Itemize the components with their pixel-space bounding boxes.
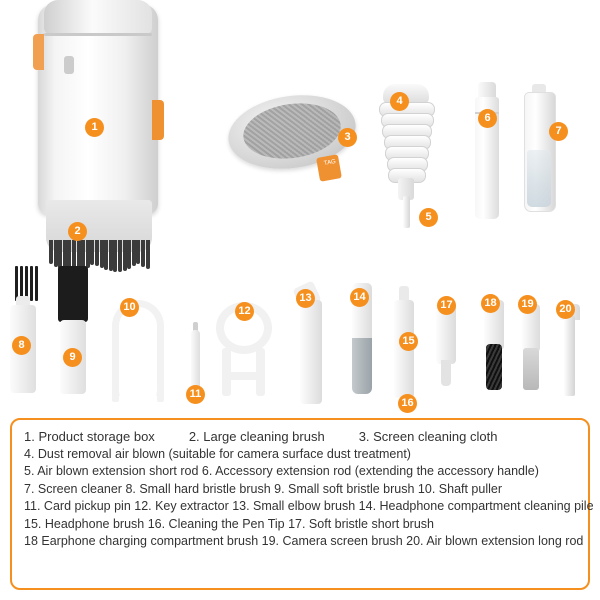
camera-screen-brush-fiber <box>523 348 539 390</box>
brush-bristle <box>54 240 58 267</box>
storage-box-left-tab <box>33 34 44 70</box>
brush-bristle <box>49 240 53 264</box>
callout-2: 2 <box>68 222 87 241</box>
soft-bristle-brush-head <box>58 266 88 322</box>
callout-3: 3 <box>338 128 357 147</box>
legend-item-1: 1. Product storage box <box>24 429 155 444</box>
brush-bristle <box>146 240 150 269</box>
brush-bristle <box>86 240 90 268</box>
soft-bristle-short-brush-tip <box>441 360 451 386</box>
callout-16: 16 <box>398 394 417 413</box>
legend-row-7: 18 Earphone charging compartment brush 19. Camera screen brush 20. Air blown extension long rod <box>24 534 584 548</box>
callout-15: 15 <box>399 332 418 351</box>
brush-bristle <box>109 240 113 271</box>
legend-row-5: 11. Card pickup pin 12. Key extractor 13. Small elbow brush 14. Headphone compartment cleaning pile <box>24 499 594 513</box>
cloth-tag-label: TAG <box>323 159 337 167</box>
legend-row-1 <box>24 428 578 446</box>
legend-panel <box>10 418 594 590</box>
headphone-cleaning-pile-grip <box>352 338 372 394</box>
callout-17: 17 <box>437 296 456 315</box>
storage-box-lid <box>44 0 152 34</box>
shaft-puller-left-leg <box>112 380 119 402</box>
legend-item-3: 3. Screen cleaning cloth <box>358 429 498 444</box>
legend-row-3: 5. Air blown extension short rod 6. Accessory extension rod (extending the accessory handle) <box>24 464 539 478</box>
hard-bristle-strand <box>35 266 38 301</box>
small-elbow-brush <box>300 300 322 404</box>
callout-18: 18 <box>481 294 500 313</box>
callout-20: 20 <box>556 300 575 319</box>
earphone-compartment-brush-head <box>486 344 502 390</box>
brush-bristle <box>90 240 94 265</box>
shaft-puller-right-leg <box>157 380 164 402</box>
storage-box-lid-seam <box>44 33 152 36</box>
callout-13: 13 <box>296 289 315 308</box>
brush-bristle <box>58 240 62 269</box>
callout-14: 14 <box>350 288 369 307</box>
legend-item-2: 2. Large cleaning brush <box>188 429 325 444</box>
legend-row-4: 7. Screen cleaner 8. Small hard bristle brush 9. Small soft bristle brush 10. Shaft puller <box>24 481 503 496</box>
brush-bristle <box>104 240 108 270</box>
air-blown-extension-long-rod <box>564 316 575 396</box>
storage-box-right-tab <box>152 100 164 140</box>
accessory-rod-tip <box>478 82 496 98</box>
callout-4: 4 <box>390 92 409 111</box>
brush-bristle <box>95 240 99 266</box>
legend-row-2: 4. Dust removal air blown (suitable for camera surface dust treatment) <box>24 446 411 461</box>
brush-bristle <box>141 240 145 267</box>
brush-bristle <box>132 240 136 266</box>
callout-9: 9 <box>63 348 82 367</box>
brush-bristle <box>100 240 104 268</box>
brush-bristle <box>127 240 131 269</box>
callout-8: 8 <box>12 336 31 355</box>
brush-bristle <box>113 240 117 272</box>
key-extractor-crossbar <box>222 372 265 380</box>
brush-bristle <box>118 240 122 272</box>
callout-11: 11 <box>186 385 205 404</box>
callout-10: 10 <box>120 298 139 317</box>
callout-1: 1 <box>85 118 104 137</box>
brush-bristle <box>123 240 127 271</box>
hard-bristle-strand <box>30 266 33 301</box>
screen-cleaner-liquid <box>527 150 551 207</box>
storage-box-slot <box>64 56 74 74</box>
callout-6: 6 <box>478 109 497 128</box>
callout-7: 7 <box>549 122 568 141</box>
brush-bristle <box>136 240 140 264</box>
legend-row-6: 15. Headphone brush 16. Cleaning the Pen Tip 17. Soft bristle short brush <box>24 516 434 531</box>
callout-12: 12 <box>235 302 254 321</box>
callout-5: 5 <box>419 208 438 227</box>
air-blower-short-rod <box>403 196 410 228</box>
callout-19: 19 <box>518 295 537 314</box>
